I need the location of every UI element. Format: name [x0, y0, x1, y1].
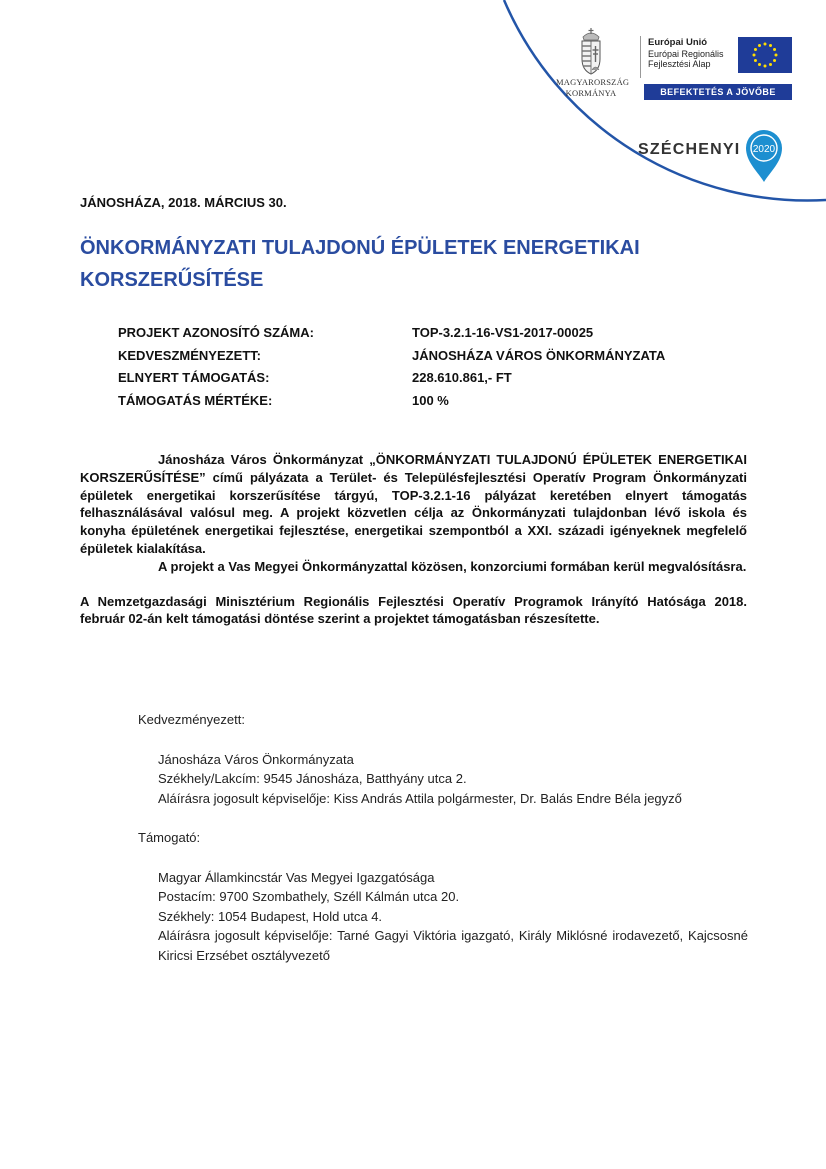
- supporter-name: Magyar Államkincstár Vas Megyei Igazgatósága: [158, 869, 435, 885]
- document-date: JÁNOSHÁZA, 2018. MÁRCIUS 30.: [80, 195, 287, 210]
- beneficiary-heading: Kedvezményezett:: [138, 712, 245, 727]
- szechenyi-2020-pin-icon: [744, 128, 784, 184]
- eu-fund-line2: Európai Regionális: [648, 48, 724, 59]
- info-value: JÁNOSHÁZA VÁROS ÖNKORMÁNYZATA: [412, 347, 666, 363]
- eu-star: [754, 48, 757, 51]
- project-info-table: [118, 322, 758, 412]
- eu-title: Európai Unió: [648, 37, 708, 48]
- eu-star: [758, 44, 761, 47]
- beneficiary-signatory: Aláírásra jogosult képviselője: Kiss András Attila polgármester, Dr. Balás Endre Béla jegyző: [158, 790, 682, 806]
- supporter-address: Székhely: 1054 Budapest, Hold utca 4.: [158, 908, 383, 924]
- eu-star: [754, 59, 757, 62]
- paragraph-consortium: A projekt a Vas Megyei Önkormányzattal közösen, konzorciumi formában kerül megvalósításra.: [158, 558, 747, 574]
- hungary-logo-line1: MAGYARORSZÁG: [556, 77, 630, 87]
- investment-banner: BEFEKTETÉS A JÖVŐBE: [644, 84, 792, 100]
- hungary-government-logo: [556, 26, 630, 98]
- body-text: [80, 451, 747, 628]
- info-row-rate: [118, 390, 758, 413]
- info-row-grant: [118, 367, 758, 390]
- info-label: ELNYERT TÁMOGATÁS:: [118, 370, 270, 385]
- eu-fund-label: [648, 38, 724, 70]
- paragraph-project-description: Jánosháza Város Önkormányzat „ÖNKORMÁNYZATI TULAJDONÚ ÉPÜLETEK ENERGETIKAI KORSZERŰSÍTÉSE” című pályázata a Terület- és Településfejlesztési Operatív Program Önkormányzati épületek energetikai korszerűsítése tárgyú, TOP-3.2.1-16 pályázat keretében elnyert támogatás felhasználásával valósul meg. A projekt közvetlen célja az Önkormányzati tulajdonban lévő iskola és konyha épületének energetikai fejlesztése, energetikai szempontból a XXI. századi igényeknek megfelelő épületek kialakítása.: [80, 452, 747, 556]
- eu-star: [769, 44, 772, 47]
- logo-divider: [640, 36, 641, 78]
- supporter-postal: Postacím: 9700 Szombathely, Széll Kálmán utca 20.: [158, 889, 460, 904]
- eu-star: [764, 43, 767, 46]
- paragraph-decision: A Nemzetgazdasági Minisztérium Regionális Fejlesztési Operatív Programok Irányító Hatósága 2018. február 02-án kelt támogatási döntése szerint a projektet támogatásban részesítette.: [80, 593, 747, 627]
- eu-star: [773, 48, 776, 51]
- info-value: TOP-3.2.1-16-VS1-2017-00025: [412, 325, 594, 340]
- supporter-heading: Támogató:: [138, 830, 201, 845]
- eu-star: [764, 65, 767, 68]
- info-label: KEDVESZMÉNYEZETT:: [118, 347, 262, 363]
- beneficiary-name: Jánosháza Város Önkormányzata: [158, 751, 354, 767]
- document-title: ÖNKORMÁNYZATI TULAJDONÚ ÉPÜLETEK ENERGETIKAI KORSZERŰSÍTÉSE: [80, 237, 640, 291]
- hungarian-coat-of-arms-icon: [574, 26, 608, 76]
- eu-star: [769, 63, 772, 66]
- info-value: 100 %: [412, 392, 449, 408]
- contacts-section: [138, 710, 748, 965]
- eu-star: [753, 54, 756, 57]
- hungary-logo-line2: KORMÁNYA: [565, 88, 617, 98]
- info-value: 228.610.861,- FT: [412, 370, 512, 385]
- beneficiary-address: Székhely/Lakcím: 9545 Jánosháza, Batthyány utca 2.: [158, 771, 467, 786]
- supporter-signatory: Aláírásra jogosult képviselője: Tarné Gagyi Viktória igazgató, Király Miklósné irodavezető, Kajcsosné Kiricsi Erzsébet osztályvezető: [158, 928, 748, 963]
- szechenyi-logo-text: SZÉCHENYI: [638, 141, 741, 158]
- info-label: PROJEKT AZONOSÍTÓ SZÁMA:: [118, 325, 314, 340]
- eu-star: [775, 54, 778, 57]
- info-row-project-id: [118, 322, 758, 345]
- eu-flag-icon: [738, 37, 792, 73]
- info-row-beneficiary: [118, 345, 758, 368]
- eu-star: [773, 59, 776, 62]
- szechenyi-year: 2020: [752, 144, 776, 155]
- eu-star: [758, 63, 761, 66]
- info-label: TÁMOGATÁS MÉRTÉKE:: [118, 392, 273, 408]
- eu-fund-line3: Fejlesztési Alap: [648, 59, 711, 69]
